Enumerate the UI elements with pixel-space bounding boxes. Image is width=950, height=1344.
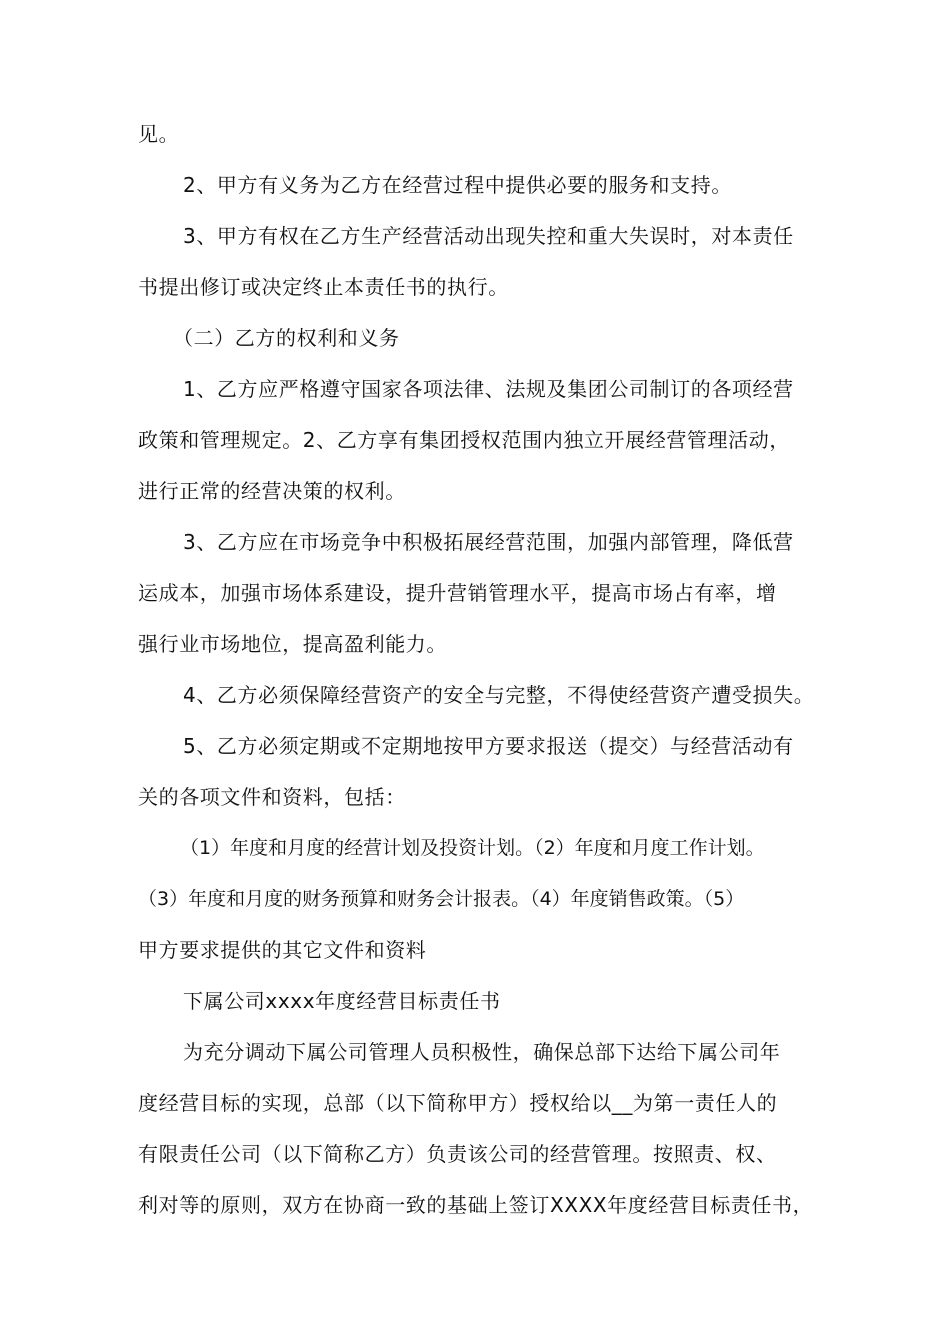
text-line: 5、乙方必须定期或不定期地按甲方要求报送（提交）与经营活动有 — [183, 734, 794, 758]
text-line: 利对等的原则，双方在协商一致的基础上签订XXXX年度经营目标责任书， — [138, 1193, 814, 1217]
text-line: 进行正常的经营决策的权利。 — [138, 479, 406, 503]
text-line: 2、甲方有义务为乙方在经营过程中提供必要的服务和支持。 — [183, 173, 732, 197]
text-line: 运成本，加强市场体系建设，提升营销管理水平，提高市场占有率，增 — [138, 581, 777, 605]
subtitle: 下属公司xxxx年度经营目标责任书 — [183, 989, 501, 1013]
text-line: 4、乙方必须保障经营资产的安全与完整，不得使经营资产遭受损失。 — [183, 683, 815, 707]
text-line: 强行业市场地位，提高盈利能力。 — [138, 632, 447, 656]
text-line: 为充分调动下属公司管理人员积极性，确保总部下达给下属公司年 — [183, 1040, 781, 1064]
text-line: 度经营目标的实现，总部（以下简称甲方）授权给以__为第一责任人的 — [138, 1091, 778, 1115]
text-line: 3、甲方有权在乙方生产经营活动出现失控和重大失误时，对本责任 — [183, 224, 794, 248]
text-line: （3）年度和月度的财务预算和财务会计报表。（4）年度销售政策。（5） — [138, 888, 745, 910]
text-line: 见。 — [138, 122, 180, 146]
text-line: 有限责任公司（以下简称乙方）负责该公司的经营管理。按照责、权、 — [138, 1142, 777, 1166]
text-line: 政策和管理规定。2、乙方享有集团授权范围内独立开展经营管理活动， — [138, 428, 790, 452]
text-line: 关的各项文件和资料，包括： — [138, 785, 406, 809]
text-line: 3、乙方应在市场竞争中积极拓展经营范围，加强内部管理，降低营 — [183, 530, 794, 554]
text-line: 1、乙方应严格遵守国家各项法律、法规及集团公司制订的各项经营 — [183, 377, 794, 401]
text-line: 甲方要求提供的其它文件和资料 — [138, 938, 427, 962]
text-line: 书提出修订或决定终止本责任书的执行。 — [138, 275, 509, 299]
text-line: （1）年度和月度的经营计划及投资计划。（2）年度和月度工作计划。 — [180, 837, 765, 859]
section-heading: （二）乙方的权利和义务 — [173, 326, 400, 350]
